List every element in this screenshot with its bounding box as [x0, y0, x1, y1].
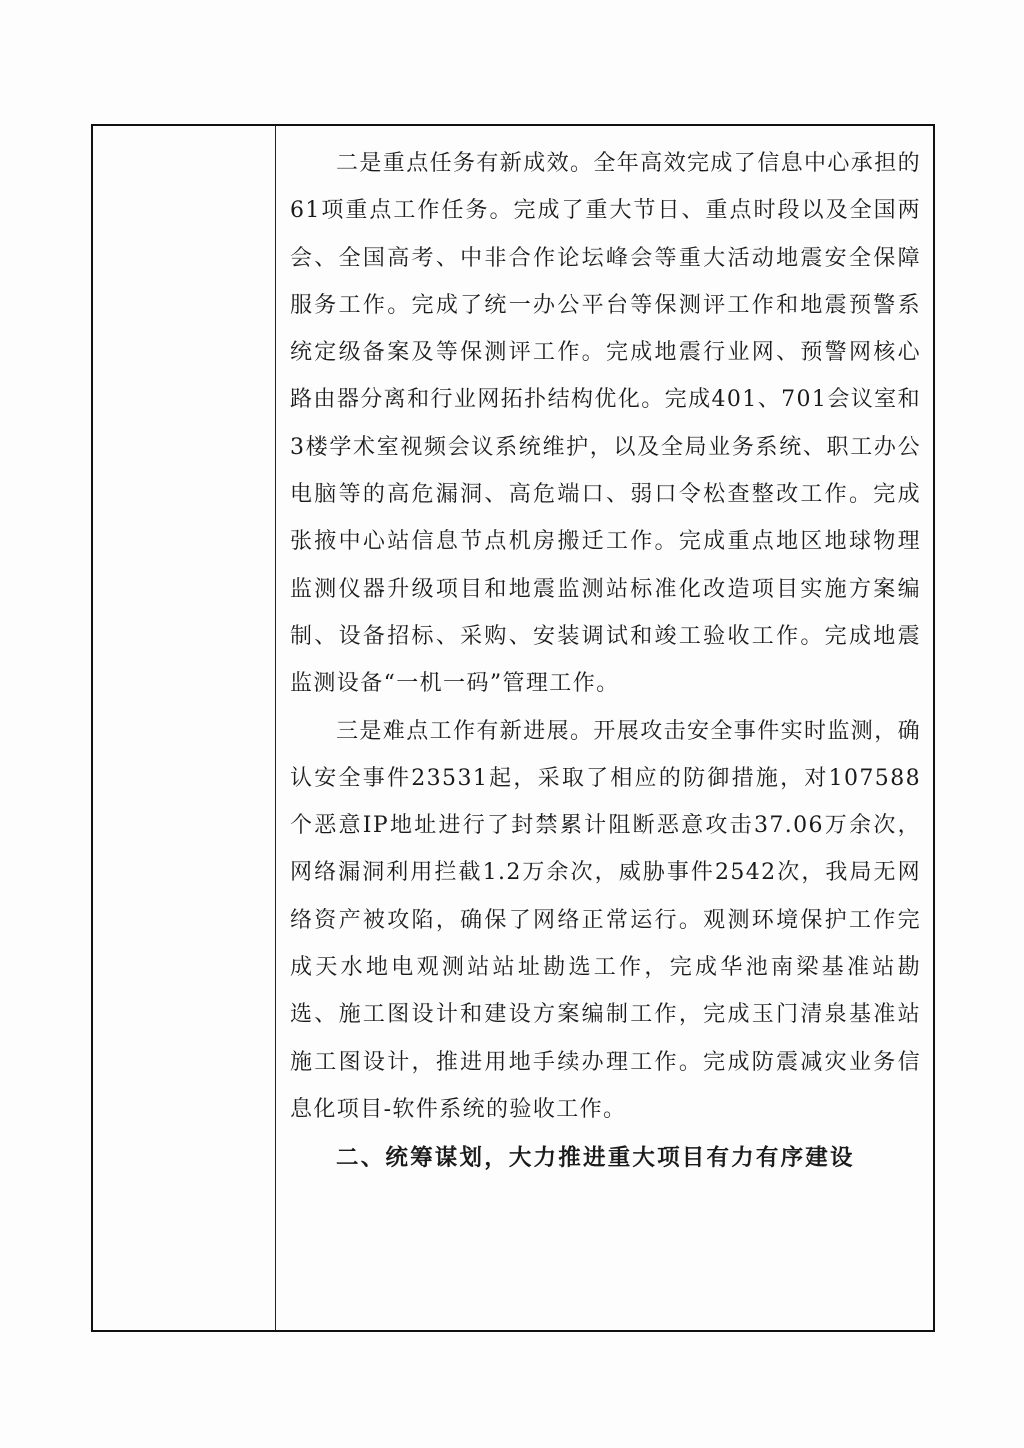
paragraph-difficult-work: 三是难点工作有新进展。开展攻击安全事件实时监测，确认安全事件23531起，采取了相应的防御措施，对107588个恶意IP地址进行了封禁累计阻断恶意攻击37.06万余次，网络漏洞利用拦截1.2万余次，威胁事件2542次，我局无网络资产被攻陷，确保了网络正常运行。观测环境保护工作完成天水地电观测站站址勘选工作，完成华池南梁基准站勘选、施工图设计和建设方案编制工作，完成玉门清泉基准站施工图设计，推进用地手续办理工作。完成防震减灾业务信息化项目-软件系统的验收工作。: [290, 718, 922, 1122]
table-label-cell: [93, 126, 276, 1330]
paragraph-key-tasks: 二是重点任务有新成效。全年高效完成了信息中心承担的61项重点工作任务。完成了重大节日、重点时段以及全国两会、全国高考、中非合作论坛峰会等重大活动地震安全保障服务工作。完成了统一办公平台等保测评工作和地震预警系统定级备案及等保测评工作。完成地震行业网、预警网核心路由器分离和行业网拓扑结构优化。完成401、701会议室和3楼学术室视频会议系统维护，以及全局业务系统、职工办公电脑等的高危漏洞、高危端口、弱口令松查整改工作。完成张掖中心站信息节点机房搬迁工作。完成重点地区地球物理监测仪器升级项目和地震监测站标准化改造项目实施方案编制、设备招标、采购、安装调试和竣工验收工作。完成地震监测设备“一机一码”管理工作。: [290, 151, 922, 697]
report-table: [91, 124, 935, 1332]
section-heading: 二、统筹谋划，大力推进重大项目有力有序建设: [336, 1145, 855, 1172]
table-content-cell: [276, 126, 933, 1330]
